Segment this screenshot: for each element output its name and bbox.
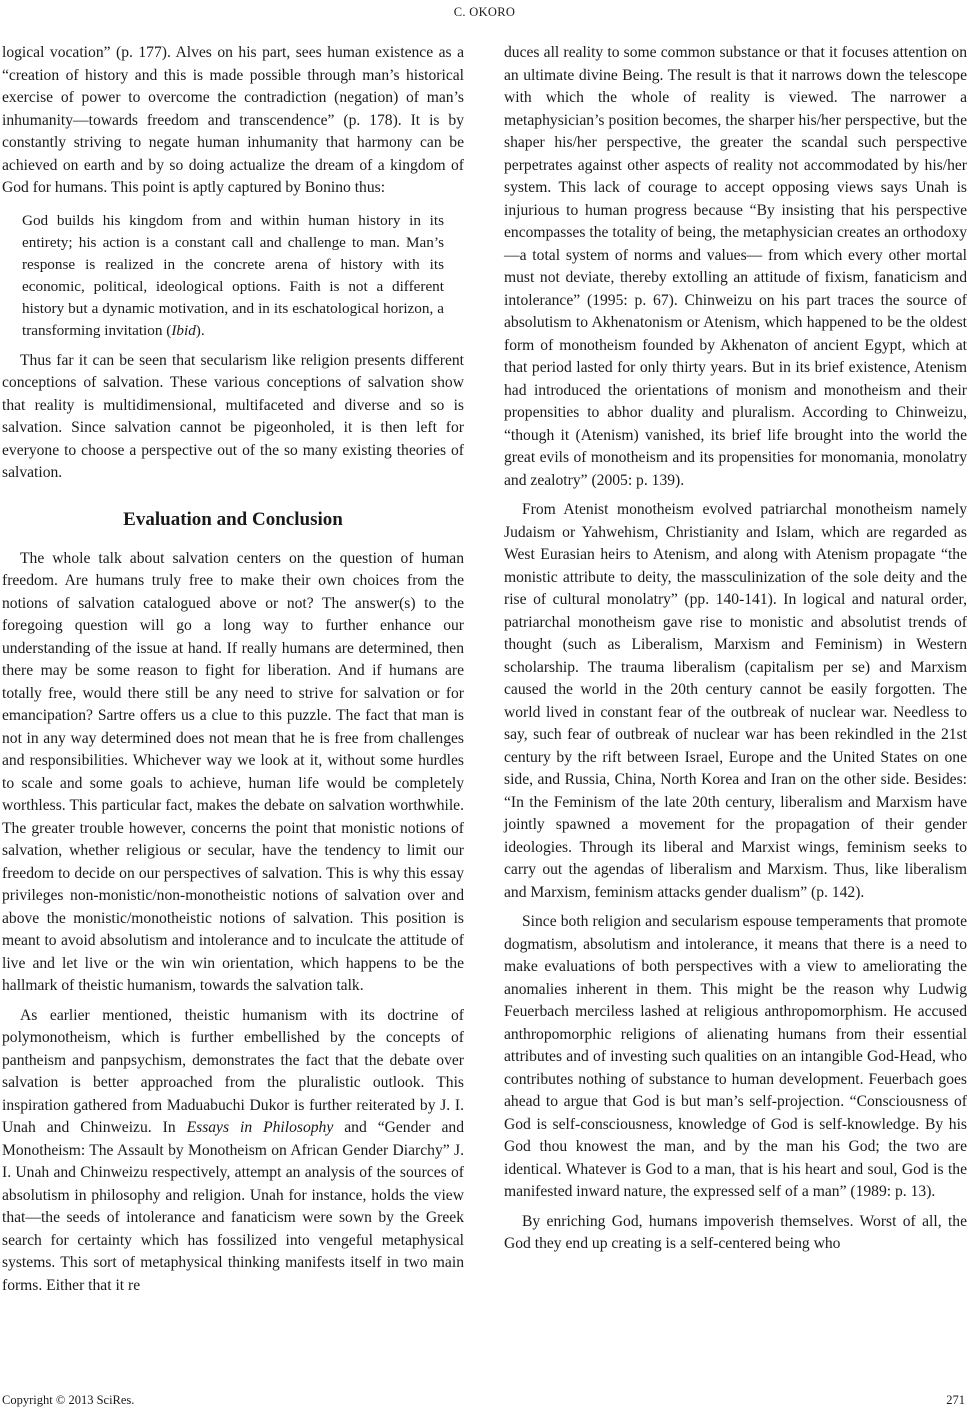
body-paragraph: duces all reality to some common substance or that it focuses attention on an ultimate divine Being. The result is that it narrows down the telescope with which the whole of reality is viewed. The narrower a metaphysician’s position becomes, the sharper his/her perspective, but the shaper his/her perspective, the greater the scandal such perspective perpetrates against other aspects of reality not accommodated by his/her system. This lack of courage to accept opposing views says Unah is injurious to human progress because “By insisting that his perspective encompasses the totality of being, the metaphysician creates an orthodoxy—a total system of norms and values— from which every other mortal must not deviate, thereby extolling an attitude of fixism, fanaticism and intolerance” (1995: p. 67). Chinweizu on his part traces the source of absolutism to Akhenatonism or Atenism, which happened to be the oldest form of monotheism founded by Akhenaton of ancient Egypt, which at that period lasted for only thirty years. But in its brief existence, Atenism had introduced the orientations of monism and monotheism and their propensities to abhor duality and pluralism. According to Chinweizu, “though it (Atenism) vanished, its brief life brought into the world the great evils of monotheism and its propensities for monomania, monolatry and zealotry” (2005: p. 139).: [504, 44, 967, 489]
body-paragraph: Thus far it can be seen that secularism like religion presents different conceptions of salvation. These various conceptions of salvation show that reality is multidimensional, multifaceted and diverse and so is salvation. Since salvation cannot be pigeonholed, it is then left for everyone to choose a perspective out of the so many existing theories of salvation.: [2, 351, 464, 481]
running-header: C. OKORO: [453, 5, 516, 19]
body-paragraph: [2, 1005, 464, 1298]
body-paragraph: The whole talk about salvation centers on the question of human freedom. Are humans truly free to make their own choices from the notions of salvation catalogued above or not? The answer(s) to the foregoing question will go a long way to further enhance our understanding of the issue at hand. If really humans are determined, then there may be some reason to fight for liberation. And if humans are totally free, would there still be any need to strive for salvation or for emancipation? Sartre offers us a clue to this puzzle. The fact that man is not in any way determined does not mean that he is free from challenges and responsibilities. Whichever way we look at it, without some hurdles to scale and some goals to achieve, human life would be completely worthless. This particular fact, makes the debate on salvation worthwhile. The greater trouble however, concerns the point that monistic notions of salvation, whether religious or secular, have the tendency to limit our freedom to decide on our perspectives of salvation. This is why this essay privileges non-monistic/non-monotheistic notions of salvation over and above the monistic/monotheistic notions of salvation. This position is meant to avoid absolutism and intolerance and to inculcate the attitude of live and let live or the win win orientation, which happens to be the hallmark of theistic humanism, towards the salvation talk.: [2, 549, 464, 994]
block-quote: [22, 210, 444, 342]
quote-text: God builds his kingdom from and within human history in its entirety; his action is a constant call and challenge to man. Man’s response is realized in the concrete arena of history with its economic, political, ideological options. Faith is not a different history but a dynamic motivation, and in its eschatological horizon, a transforming invitation (: [22, 211, 444, 339]
body-paragraph: From Atenist monotheism evolved patriarchal monotheism namely Judaism or Yahwehism, Christianity and Islam, which are regarded as West Eurasian heirs to Atenism, and along with Atenism propagate “the monistic attribute to deity, the massculinization of the sole deity and the rise of cultural monolatry” (pp. 140-141). In logical and natural order, patriarchal monotheism gave rise to monistic and absolutist trends of thought (such as Liberalism, Marxism and Feminism) in Western scholarship. The trauma liberalism (capitalism per se) and Marxism caused the world in the 20th century cannot be easily forgotten. The world lived in constant fear of the outbreak of nuclear war. Needless to say, such fear of outbreak of nuclear war has been rekindled in the 21st century by the rift between Israel, Europe and the United States on one side, and Russia, China, North Korea and Iran on the other side. Besides: “In the Feminism of the late 20th century, liberalism and Marxism have jointly spawned a movement for the propagation of their gender ideologies. Through its liberal and Marxist wings, feminism seeks to carry out the agendas of liberalism and Marxism. Thus, like liberalism and Marxism, feminism attacks gender dualism” (p. 142).: [504, 501, 967, 901]
text-run: and “Gender and Monotheism: The Assault by Monotheism on African Gender Diarchy” J. I. Unah and Chinweizu respectively, attempt an analysis of the sources of absolutism in philosophy and religion. Unah for instance, holds the view that—the seeds of intolerance and fanaticism were sown by the Greek search for certainty which has fossilized into vengeful metaphysical systems. This sort of metaphysical thinking manifests itself in two main forms. Either that it re: [2, 1119, 464, 1294]
right-column: [504, 42, 967, 1256]
quote-paragraph: [22, 210, 444, 342]
copyright-notice: Copyright © 2013 SciRes.: [2, 1393, 135, 1407]
text-run: As earlier mentioned, theistic humanism with its doctrine of polymonotheism, which is further embellished by the concepts of pantheism and panpsychism, demonstrates the fact that the debate over salvation is better approached from the pluralistic outlook. This inspiration gathered from Maduabuchi Dukor is further reiterated by J. I. Unah and Chinweizu. In: [2, 1006, 464, 1136]
left-column: [2, 42, 464, 1297]
body-paragraph: By enriching God, humans impoverish themselves. Worst of all, the God they end up creating is a self-centered being who: [504, 1212, 967, 1252]
quote-end: ).: [195, 321, 205, 339]
page-number: 271: [946, 1393, 965, 1407]
body-paragraph: logical vocation” (p. 177). Alves on his part, sees human existence as a “creation of history and this is made possible through man’s historical exercise of power to overcome the contradiction (negation) of man’s inhumanity—towards freedom and transcendence” (p. 178). It is by constantly striving to negate human inhumanity that harmony can be achieved on earth and by so doing actualize the dream of a kingdom of God for humans. This point is aptly captured by Bonino thus:: [2, 44, 464, 196]
body-paragraph: Since both religion and secularism espouse temperaments that promote dogmatism, absolutism and intolerance, it means that there is a need to make evaluations of both perspectives with a view to ameliorating the anomalies inherent in them. This might be the reason why Ludwig Feuerbach merciless lashed at religious anthropomorphism. He accused anthropomorphic religions of alienating humans from their essential attributes and of investing such qualities on an intangible God-Head, who contributes nothing of substance to human development. Feuerbach goes ahead to argue that God is but man’s self-projection. “Consciousness of God is self-consciousness, knowledge of God is self-knowledge. By his God thou knowest the man, and by the man his God; the two are identical. Whatever is God to a man, that is his heart and soul, God is the manifested inward nature, the expressed self of a man” (1989: p. 13).: [504, 913, 967, 1200]
quote-citation: Ibid: [171, 321, 196, 339]
book-title: Essays in Philosophy: [186, 1119, 334, 1136]
section-heading: Evaluation and Conclusion: [123, 508, 343, 530]
